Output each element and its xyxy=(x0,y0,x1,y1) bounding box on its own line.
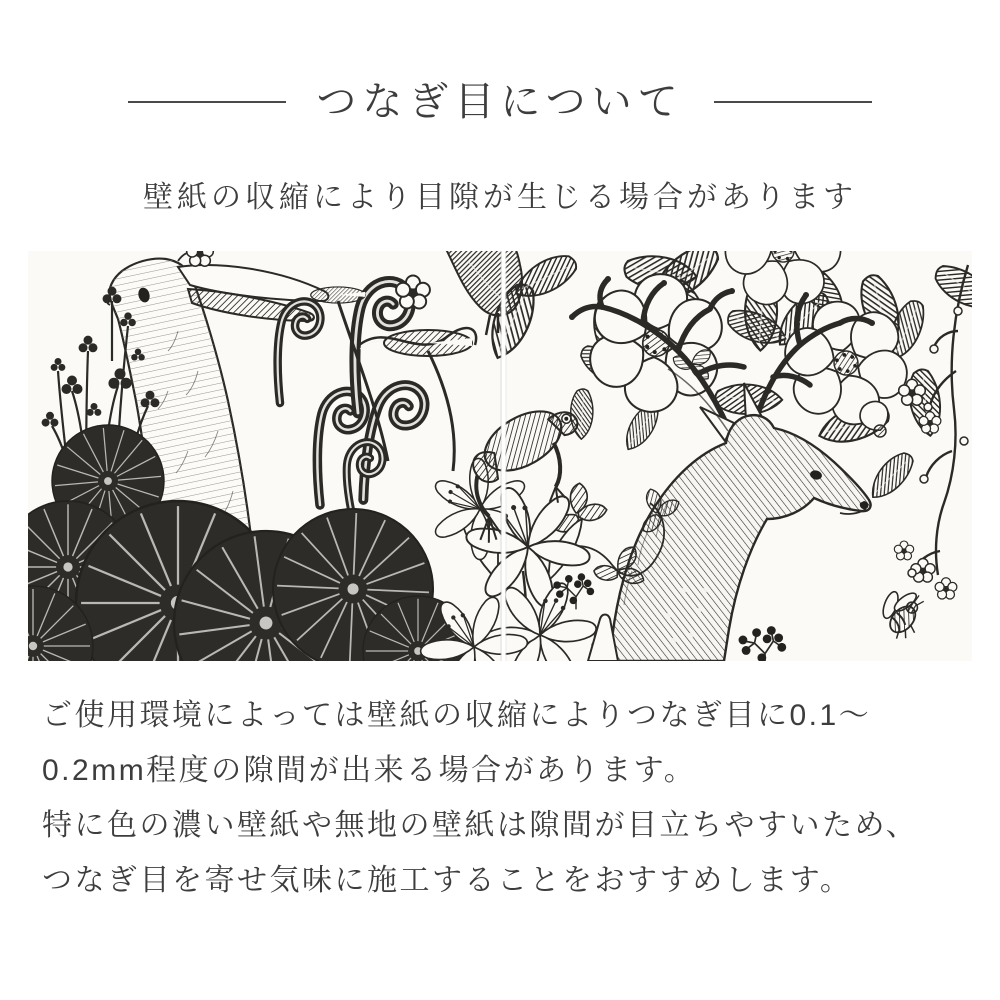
title-row xyxy=(0,76,1000,128)
body-line: ご使用環境によっては壁紙の収縮によりつなぎ目に0.1〜 xyxy=(42,699,872,732)
body-line: 特に色の濃い壁紙や無地の壁紙は隙間が目立ちやすいため、 xyxy=(42,809,919,842)
title-dash-right xyxy=(714,101,872,103)
body-line: 0.2mm程度の隙間が出来る場合があります。 xyxy=(42,754,697,787)
page-title: つなぎ目について xyxy=(316,80,684,124)
title-dash-left xyxy=(128,101,286,103)
body-line: つなぎ目を寄せ気味に施工することをおすすめします。 xyxy=(42,864,853,897)
wallpaper-sample-illustration xyxy=(28,251,972,661)
subtitle: 壁紙の収縮により目隙が生じる場合があります xyxy=(143,181,857,214)
wallpaper-art-svg xyxy=(28,251,972,661)
body-text xyxy=(42,688,960,908)
